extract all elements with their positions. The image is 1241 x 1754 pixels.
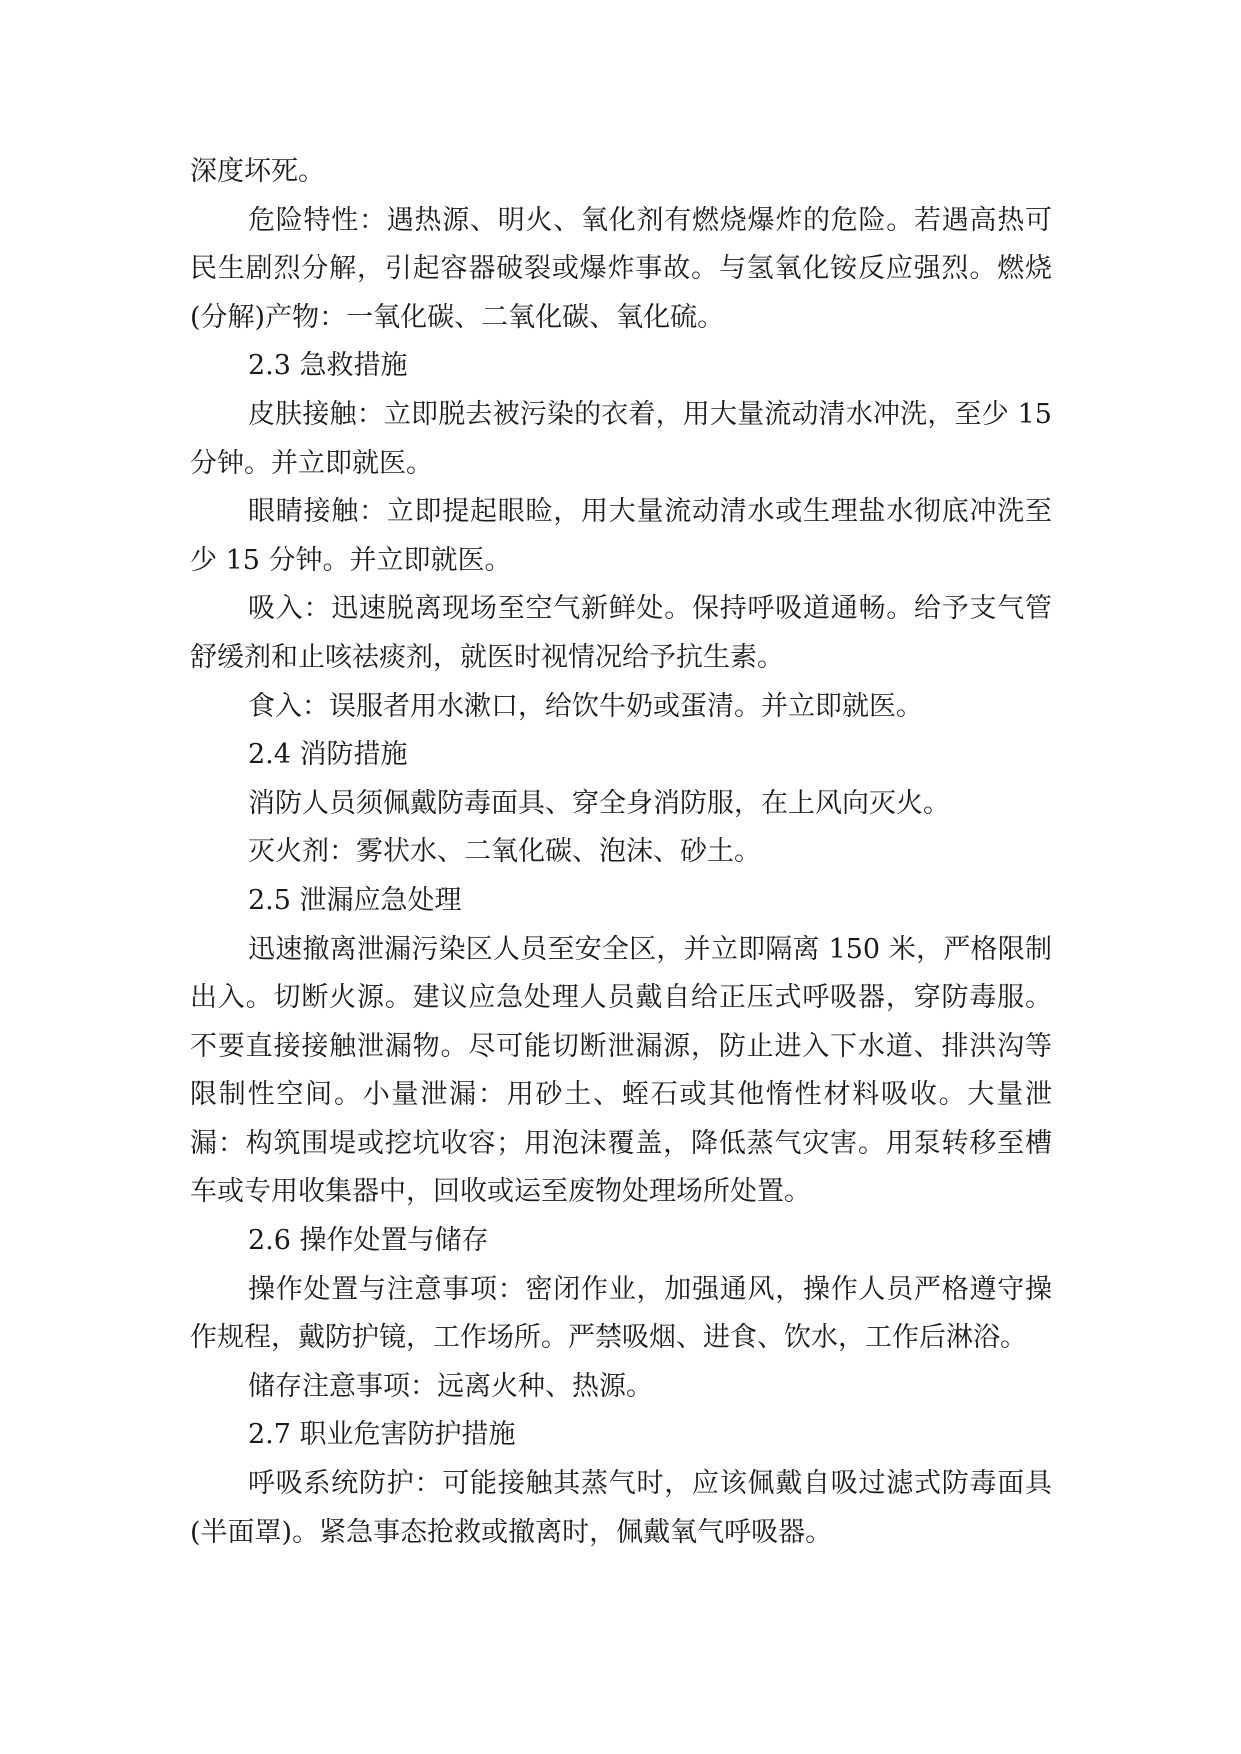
- paragraph-extinguishing-agents: 灭火剂：雾状水、二氧化碳、泡沫、砂土。: [248, 836, 761, 868]
- section-heading-first-aid: 2.3 急救措施: [248, 350, 408, 382]
- paragraph-respiratory-protection: 呼吸系统防护：可能接触其蒸气时，应该佩戴自吸过滤式防毒面具(半面罩)。紧急事态抢救或撤离时，佩戴氧气呼吸器。: [190, 1468, 1052, 1548]
- section-heading-handling-storage: 2.6 操作处置与储存: [248, 1225, 489, 1257]
- section-heading-spill-response: 2.5 泄漏应急处理: [248, 884, 462, 916]
- paragraph-inhalation: 吸入：迅速脱离现场至空气新鲜处。保持呼吸道通畅。给予支气管舒缓剂和止咳祛痰剂，就医时视情况给予抗生素。: [190, 593, 1052, 673]
- paragraph-storage-precautions: 储存注意事项：远离火种、热源。: [248, 1370, 653, 1402]
- section-heading-occupational-protection: 2.7 职业危害防护措施: [248, 1419, 516, 1451]
- section-heading-firefighting: 2.4 消防措施: [248, 739, 408, 771]
- paragraph-firefighter-gear: 消防人员须佩戴防毒面具、穿全身消防服，在上风向灭火。: [248, 787, 950, 819]
- paragraph-continuation: 深度坏死。: [190, 156, 325, 187]
- paragraph-skin-contact: 皮肤接触：立即脱去被污染的衣着，用大量流动清水冲洗，至少 15 分钟。并立即就医。: [190, 398, 1052, 479]
- paragraph-ingestion: 食入：误服者用水漱口，给饮牛奶或蛋清。并立即就医。: [248, 690, 923, 722]
- document-body: [190, 148, 1052, 1557]
- paragraph-handling-precautions: 操作处置与注意事项：密闭作业，加强通风，操作人员严格遵守操作规程，戴防护镜，工作场所。严禁吸烟、进食、饮水，工作后淋浴。: [190, 1273, 1052, 1354]
- paragraph-hazard-properties: 危险特性：遇热源、明火、氧化剂有燃烧爆炸的危险。若遇高热可民生剧烈分解，引起容器破裂或爆炸事故。与氢氧化铵反应强烈。燃烧(分解)产物：一氧化碳、二氧化碳、氧化硫。: [190, 204, 1052, 333]
- paragraph-eye-contact: 眼睛接触：立即提起眼睑，用大量流动清水或生理盐水彻底冲洗至少 15 分钟。并立即就医。: [190, 496, 1052, 576]
- paragraph-spill-procedure: 迅速撤离泄漏污染区人员至安全区，并立即隔离 150 米，严格限制出入。切断火源。建议应急处理人员戴自给正压式呼吸器，穿防毒服。不要直接接触泄漏物。尽可能切断泄漏源，防止进入下水道、排洪沟等限制性空间。小量泄漏：用砂土、蛭石或其他惰性材料吸收。大量泄漏：构筑围堤或挖坑收容；用泡沫覆盖，降低蒸气灾害。用泵转移至槽车或专用收集器中，回收或运至废物处理场所处置。: [190, 933, 1052, 1208]
